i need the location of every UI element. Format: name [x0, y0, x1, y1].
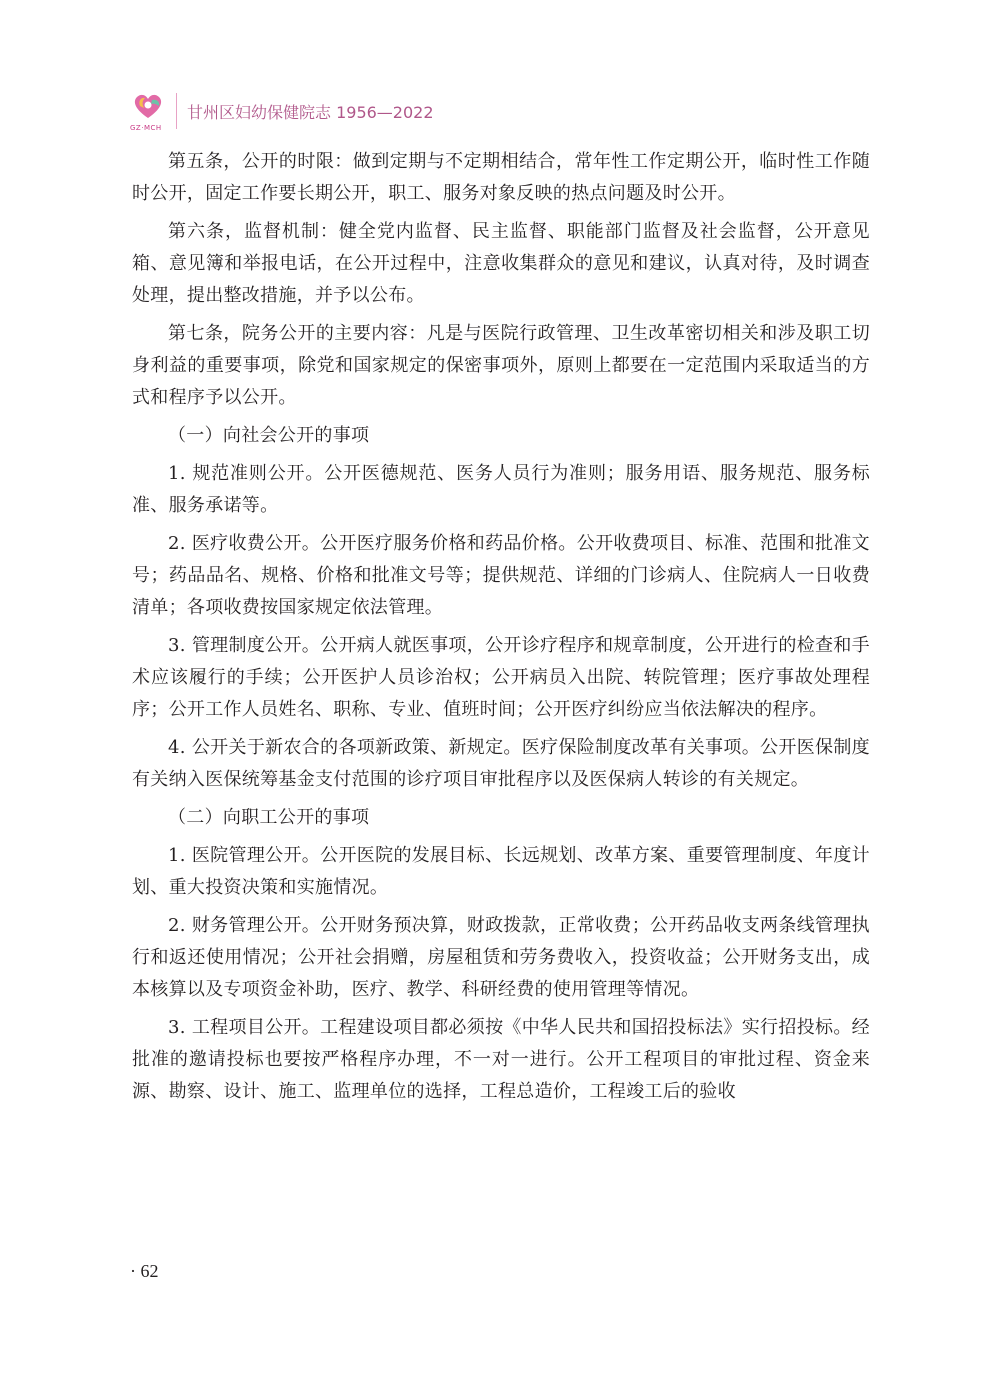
section-heading-public: （一）向社会公开的事项: [168, 425, 370, 446]
paragraph-item: 1. 医院管理公开。公开医院的发展目标、长远规划、改革方案、重要管理制度、年度计划、重大投资决策和实施情况。: [132, 845, 870, 898]
paragraph-item: 2. 财务管理公开。公开财务预决算，财政拨款，正常收费；公开药品收支两条线管理执行和返还使用情况；公开社会捐赠，房屋租赁和劳务费收入，投资收益；公开财务支出，成本核算以及专项资金补助，医疗、教学、科研经费的使用管理等情况。: [132, 915, 870, 1000]
paragraph-item: 3. 管理制度公开。公开病人就医事项，公开诊疗程序和规章制度，公开进行的检查和手术应该履行的手续；公开医护人员诊治权；公开病员入出院、转院管理；医疗事故处理程序；公开工作人员姓名、职称、专业、值班时间；公开医疗纠纷应当依法解决的程序。: [132, 635, 870, 720]
paragraph-item: 1. 规范准则公开。公开医德规范、医务人员行为准则；服务用语、服务规范、服务标准、服务承诺等。: [132, 463, 870, 516]
paragraph-article-7: 第七条，院务公开的主要内容：凡是与医院行政管理、卫生改革密切相关和涉及职工切身利益的重要事项，除党和国家规定的保密事项外，原则上都要在一定范围内采取适当的方式和程序予以公开。: [132, 323, 870, 408]
page-body: [132, 146, 870, 1114]
book-title: 甘州区妇幼保健院志 1956—2022: [187, 102, 434, 122]
paragraph-item: 3. 工程项目公开。工程建设项目都必须按《中华人民共和国招投标法》实行招投标。经批准的邀请投标也要按严格程序办理，不一对一进行。公开工程项目的审批过程、资金来源、勘察、设计、施工、监理单位的选择，工程总造价，工程竣工后的验收: [132, 1017, 870, 1102]
running-header: [128, 88, 434, 134]
page-number: · 62: [130, 1261, 159, 1281]
section-heading-staff: （二）向职工公开的事项: [168, 807, 370, 828]
paragraph-article-6: 第六条，监督机制：健全党内监督、民主监督、职能部门监督及社会监督，公开意见箱、意见簿和举报电话，在公开过程中，注意收集群众的意见和建议，认真对待，及时调查处理，提出整改措施，并予以公布。: [132, 221, 870, 306]
paragraph-item: 4. 公开关于新农合的各项新政策、新规定。医疗保险制度改革有关事项。公开医保制度有关纳入医保统筹基金支付范围的诊疗项目审批程序以及医保病人转诊的有关规定。: [132, 737, 870, 790]
logo-caption: GZ·MCH: [130, 124, 162, 132]
hospital-logo: [128, 88, 168, 134]
header-divider: [176, 93, 177, 129]
paragraph-article-5: 第五条，公开的时限：做到定期与不定期相结合，常年性工作定期公开，临时性工作随时公开，固定工作要长期公开，职工、服务对象反映的热点问题及时公开。: [132, 151, 870, 204]
paragraph-item: 2. 医疗收费公开。公开医疗服务价格和药品价格。公开收费项目、标准、范围和批准文号；药品品名、规格、价格和批准文号等；提供规范、详细的门诊病人、住院病人一日收费清单；各项收费按国家规定依法管理。: [132, 533, 870, 618]
